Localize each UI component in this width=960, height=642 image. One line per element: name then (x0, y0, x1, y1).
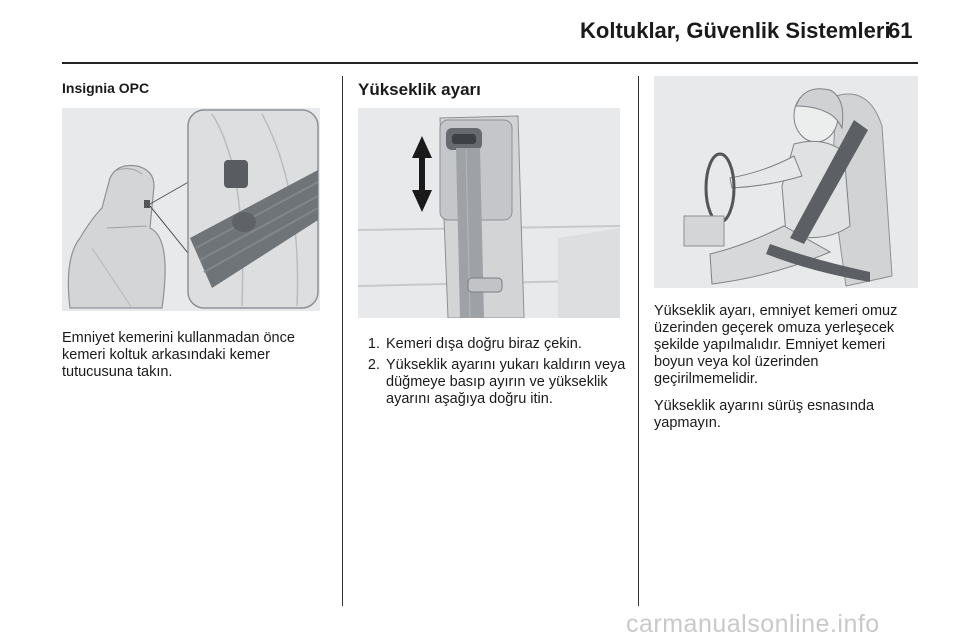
column-divider-left (342, 76, 343, 606)
right-paragraph-2: Yükseklik ayarını sürüş esnasında yapmayın. (654, 398, 875, 431)
section-heading-height-adjustment: Yükseklik ayarı (358, 80, 481, 99)
height-adjuster-illustration (358, 108, 620, 318)
left-paragraph: Emniyet kemerini kullanmadan önce kemeri koltuk arkasındaki kemer tutucusuna takın. (62, 330, 295, 380)
section-heading-insignia-opc: Insignia OPC (62, 80, 150, 96)
header-title: Koltuklar, Güvenlik Sistemleri (580, 18, 891, 43)
header-divider (62, 62, 918, 64)
driver-belt-position-illustration (654, 76, 918, 288)
step-1: 1. Kemeri dışa doğru biraz çekin. (384, 336, 654, 353)
step-2: 2. Yükseklik ayarını yukarı kaldırın veya düğmeye basıp ayırın ve yükseklik ayarını aşağıya doğru itin. (384, 357, 654, 408)
right-paragraph-1: Yükseklik ayarı, emniyet kemeri omuz üzerinden geçerek omuza yerleşecek şekilde yapılmalıdır. Emniyet kemeri boyun veya kol üzerinden geçirilmemelidir. (654, 303, 898, 387)
watermark-text: carmanualsonline.info (626, 610, 880, 638)
seat-belt-holder-illustration (62, 108, 320, 311)
page-number: 61 (888, 18, 913, 43)
adjustment-steps-list (358, 336, 654, 412)
